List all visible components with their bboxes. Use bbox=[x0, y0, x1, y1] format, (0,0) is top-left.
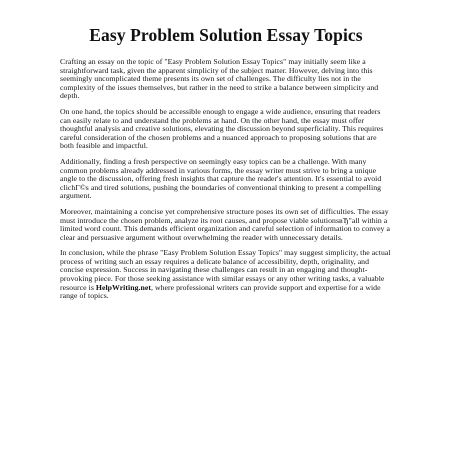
resource-link[interactable]: HelpWriting.net bbox=[95, 282, 151, 292]
paragraph-structure: Moreover, maintaining a concise yet comprehensive structure poses its own set of difficulties. The essay must introduce the chosen problem, analyze its root causes, and propose viable solutionsвЂ"all within a limited word count. This demands efficient organization and careful selection of information to convey a clear and persuasive argument without overwhelming the reader with unnecessary details. bbox=[60, 206, 390, 242]
document-title: Easy Problem Solution Essay Topics bbox=[89, 25, 363, 45]
conclusion-text: In conclusion, while the phrase "Easy Problem Solution Essay Topics" may suggest simplicity, the actual process of writing such an essay requires a delicate balance of accessibility, depth, originality, and concise expression. Success in navigating these challenges can result in an engaging and thought-provoking piece. For those seeking assistance with similar essays or any other writing tasks, a valuable resource is bbox=[60, 248, 391, 292]
paragraph-intro: Crafting an essay on the topic of "Easy Problem Solution Essay Topics" may initially seem like a straightforward task, given the apparent simplicity of the subject matter. However, delving into this seemingly uncomplicated theme presents its own set of challenges. The difficulty lies not in the complexity of the issues themselves, but rather in the need to strike a balance between simplicity and depth. bbox=[60, 57, 379, 101]
paragraph-conclusion bbox=[60, 249, 392, 301]
paragraph-perspective: Additionally, finding a fresh perspective on seemingly easy topics can be a challenge. With many common problems already addressed in various forms, the essay writer must strive to bring a unique angle to the discussion, offering fresh insights that capture the reader's attention. It's essential to avoid clichГ©s and tired solutions, pushing the boundaries of conventional thinking to present a compelling argument. bbox=[60, 156, 382, 201]
paragraph-accessibility: On one hand, the topics should be accessible enough to engage a wide audience, ensuring that readers can easily relate to and understand the problems at hand. On the other hand, the essay must offer thoughtful analysis and creative solutions, elevating the discussion beyond superficiality. This requires careful consideration of the chosen problems and a nuanced approach to proposing solutions that are both feasible and impactful. bbox=[60, 106, 384, 151]
conclusion-text-end: , where professional writers can provide support and expertise for a wide range of topics. bbox=[60, 282, 381, 301]
